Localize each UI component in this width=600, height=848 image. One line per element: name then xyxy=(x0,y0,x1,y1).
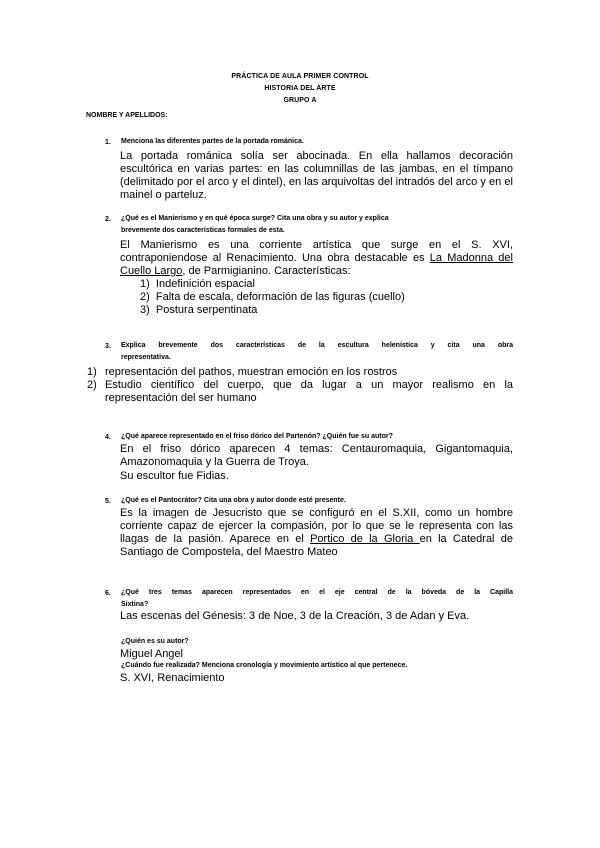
doc-subject: HISTORIA DEL ARTE xyxy=(264,85,336,92)
list-item: 3) Postura serpentinata xyxy=(140,304,258,316)
question-1-answer: La portada románica solía ser abocinada. En ella hallamos decoración escultórica en varias partes: en las columnillas de las jambas, en el tímpano (delimitado por el arco y el dintel), en las arquivoltas del intradós del arco y en el mainel o parteluz. xyxy=(120,150,513,201)
question-6-subprompt-author: ¿Quién es su autor? xyxy=(121,638,189,645)
artwork-title: Portico de la Gloria xyxy=(310,533,420,545)
list-item: 1) Indefinición espacial xyxy=(140,278,255,290)
question-3-list xyxy=(87,366,513,405)
question-1-number: 1. xyxy=(105,139,111,146)
question-6-prompt-line1: ¿Qué tres temas aparecen representados en el eje central de la bóveda de la Capilla xyxy=(121,589,513,596)
question-1-prompt: Menciona las diferentes partes de la portada románica. xyxy=(121,138,304,145)
name-label: NOMBRE Y APELLIDOS: xyxy=(86,112,168,119)
question-2-number: 2. xyxy=(105,216,111,223)
question-4-number: 4. xyxy=(105,434,111,441)
question-5-prompt: ¿Qué es el Pantocrátor? Cita una obra y autor donde esté presente. xyxy=(121,497,346,504)
question-3-number: 3. xyxy=(105,343,111,350)
list-item: 1) representación del pathos, muestran emoción en los rostros xyxy=(87,366,398,378)
question-2-answer-text-end: , de Parmigianino. Características: xyxy=(182,265,351,277)
question-3-prompt-line1: Explica brevemente dos características de la escultura helenística y cita una obra xyxy=(121,342,513,349)
question-2-answer xyxy=(120,239,513,278)
artwork-title: La Madonna del Cuello Largo xyxy=(120,252,513,277)
question-2-prompt-line2: brevemente dos características formales de esta. xyxy=(121,227,285,234)
question-4-answer: En el friso dórico aparecen 4 temas: Centauromaquia, Gigantomaquia, Amazonomaquia y la Guerra de Troya. xyxy=(120,443,513,468)
question-2-answer-text: El Manierismo es una corriente artística que surge en el S. XVI, contraponiendose al Renacimiento. Una obra destacable es xyxy=(120,239,513,264)
question-2-prompt-line1: ¿Qué es el Manierismo y en qué época surge? Cita una obra y su autor y explica xyxy=(121,215,389,222)
doc-title: PRÁCTICA DE AULA PRIMER CONTROL xyxy=(231,73,369,80)
question-5-answer xyxy=(120,507,513,559)
question-6-prompt-line2: Sixtina? xyxy=(121,601,149,608)
question-5-answer-text: Es la imagen de Jesucristo que se configuró en el S.XII, como un hombre corriente capaz de ejercer la compasión, por lo que se le representa con las llagas de la pasión. Aparece en el xyxy=(120,507,513,545)
question-5-answer-text-end: en la Catedral de Santiago de Compostela, del Maestro Mateo xyxy=(120,533,514,558)
question-6-subprompt-date: ¿Cuándo fue realizada? Menciona cronología y movimiento artístico al que pertenece. xyxy=(121,662,408,669)
doc-group: GRUPO A xyxy=(283,97,317,104)
question-6-date-answer: S. XVI, Renacimiento xyxy=(120,672,225,684)
question-6-answer: Las escenas del Génesis: 3 de Noe, 3 de la Creación, 3 de Adan y Eva. xyxy=(120,610,470,622)
question-2-list xyxy=(140,278,405,317)
question-4-answer-author: Su escultor fue Fidias. xyxy=(120,470,229,482)
question-6-author-answer: Miguel Angel xyxy=(120,648,183,660)
question-6-number: 6. xyxy=(105,590,111,597)
list-item: 2) Falta de escala, deformación de las figuras (cuello) xyxy=(140,291,405,303)
question-3-prompt-line2: representativa. xyxy=(121,354,171,361)
list-item: 2) Estudio científico del cuerpo, que da lugar a un mayor realismo en la representación del ser humano xyxy=(87,379,513,404)
question-4-prompt: ¿Qué aparece representado en el friso dórico del Partenón? ¿Quién fue su autor? xyxy=(121,433,393,440)
question-5-number: 5. xyxy=(105,498,111,505)
